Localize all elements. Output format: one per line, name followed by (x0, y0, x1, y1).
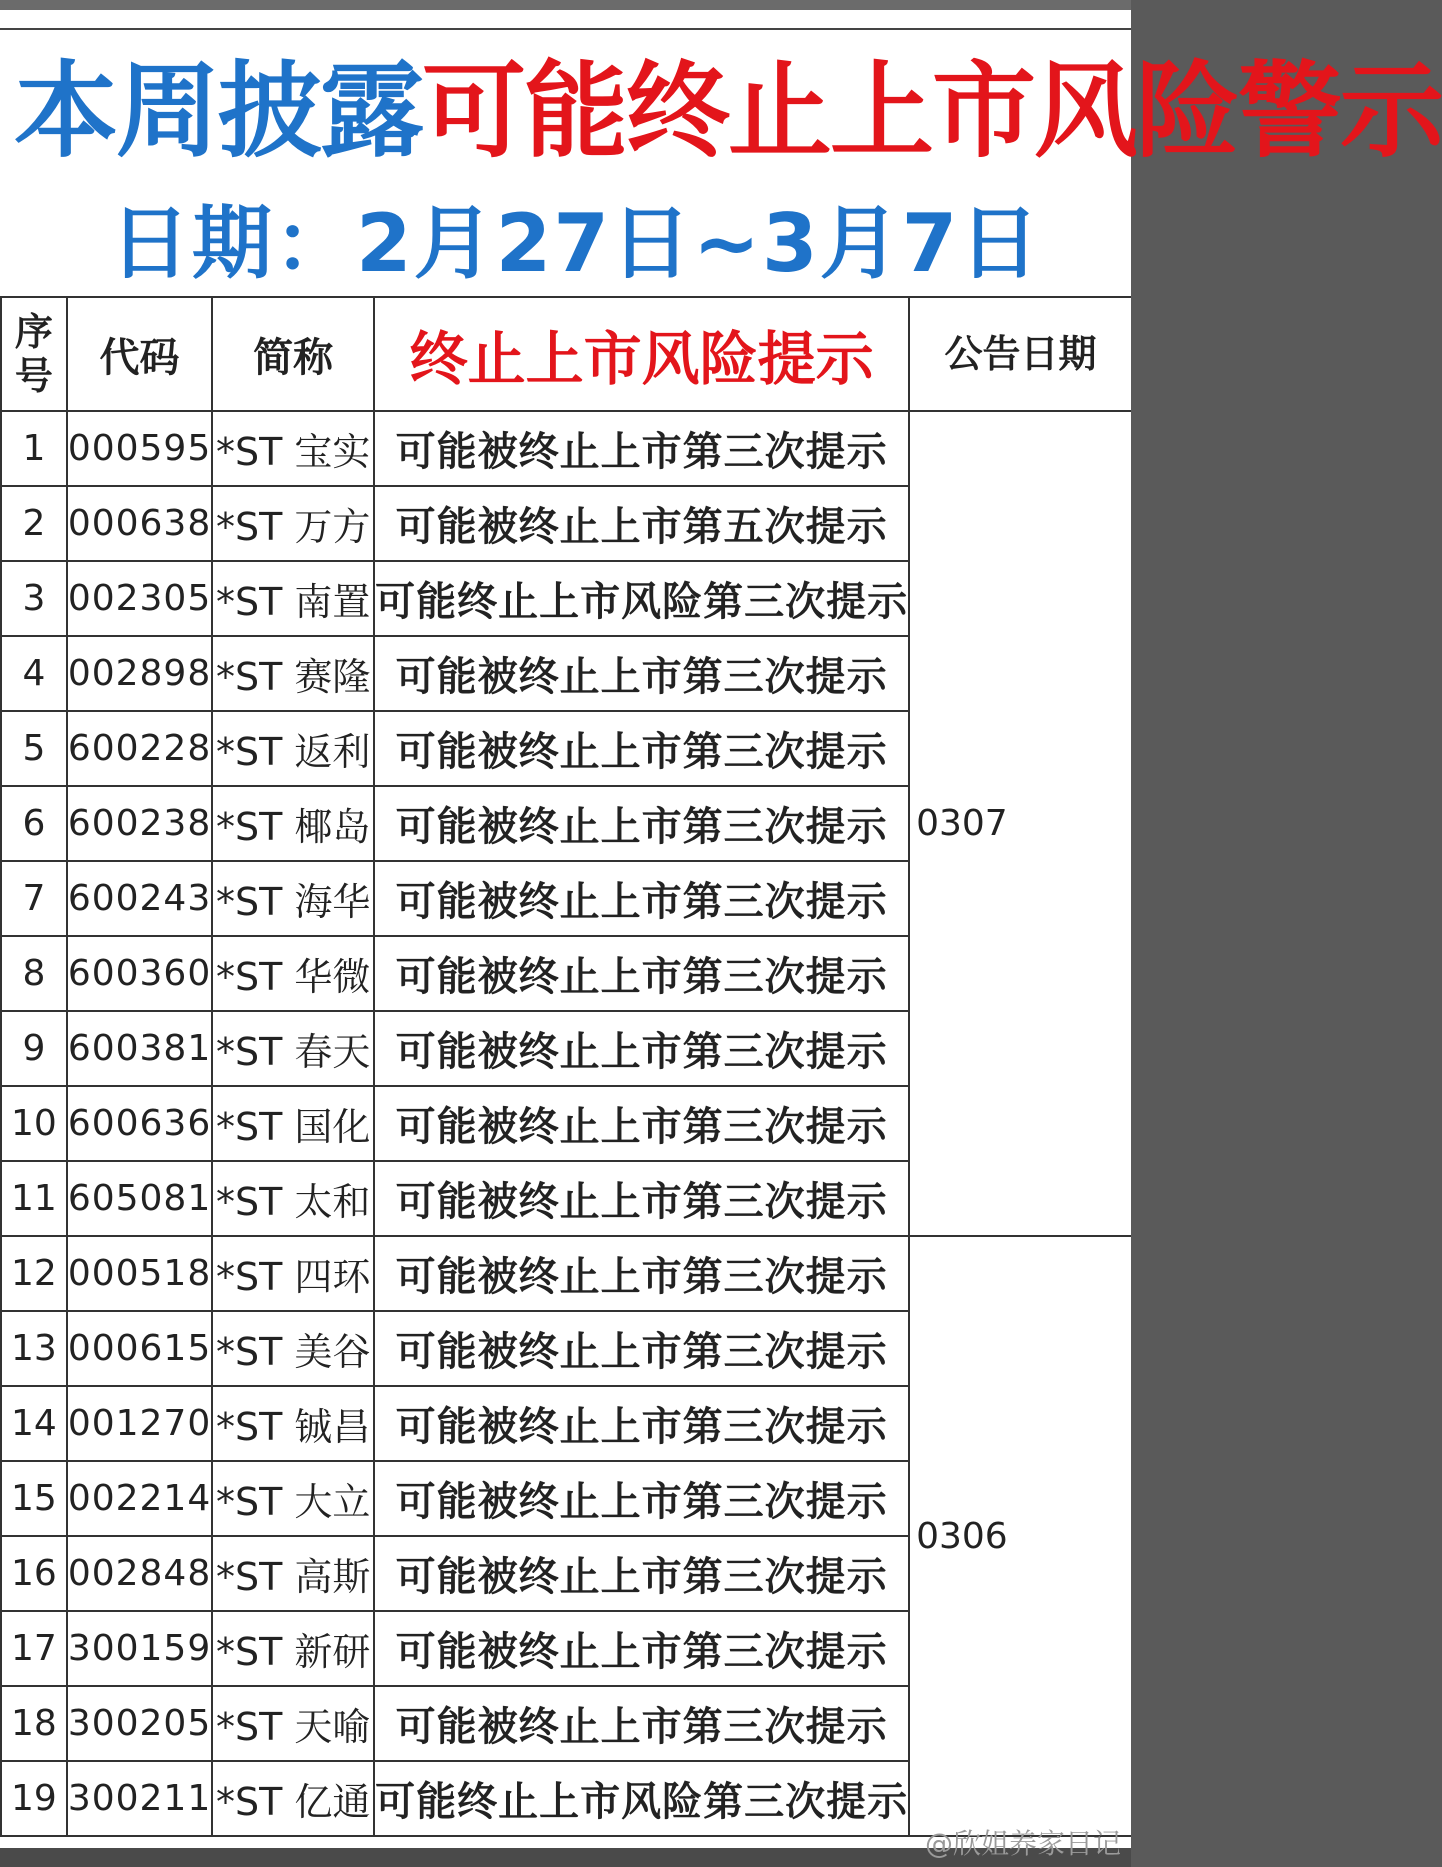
stock-name: *ST 太和 (212, 1161, 374, 1236)
row-index: 18 (1, 1686, 67, 1761)
col-header-name: 简称 (212, 297, 374, 411)
stock-code: 600228 (67, 711, 212, 786)
stock-code: 000638 (67, 486, 212, 561)
row-index: 9 (1, 1011, 67, 1086)
top-border (0, 0, 1131, 10)
stock-name: *ST 国化 (212, 1086, 374, 1161)
stock-name: *ST 万方 (212, 486, 374, 561)
risk-notice: 可能被终止上市第三次提示 (374, 1011, 909, 1086)
stock-name: *ST 高斯 (212, 1536, 374, 1611)
table-row (1, 1236, 1131, 1311)
row-index: 4 (1, 636, 67, 711)
announcement-date: 0306 (909, 1236, 1131, 1836)
stock-code: 002898 (67, 636, 212, 711)
risk-notice: 可能被终止上市第三次提示 (374, 1086, 909, 1161)
risk-notice: 可能终止上市风险第三次提示 (374, 1761, 909, 1836)
stock-name: *ST 四环 (212, 1236, 374, 1311)
stock-code: 600360 (67, 936, 212, 1011)
stock-code: 000518 (67, 1236, 212, 1311)
risk-notice: 可能终止上市风险第三次提示 (374, 561, 909, 636)
col-header-index: 序号 (1, 297, 67, 411)
title-blue: 本周披露 (14, 50, 423, 172)
stock-name: *ST 美谷 (212, 1311, 374, 1386)
stock-code: 600243 (67, 861, 212, 936)
col-header-date: 公告日期 (909, 297, 1131, 411)
stock-code: 600381 (67, 1011, 212, 1086)
row-index: 1 (1, 411, 67, 486)
stock-name: *ST 海华 (212, 861, 374, 936)
stock-code: 600238 (67, 786, 212, 861)
risk-notice: 可能被终止上市第三次提示 (374, 936, 909, 1011)
watermark: @欣姐养家日记 (924, 1827, 1121, 1860)
stock-code: 001270 (67, 1386, 212, 1461)
stock-name: *ST 铖昌 (212, 1386, 374, 1461)
row-index: 13 (1, 1311, 67, 1386)
stock-code: 300205 (67, 1686, 212, 1761)
page-title (14, 36, 1442, 186)
stock-name: *ST 华微 (212, 936, 374, 1011)
risk-notice: 可能被终止上市第三次提示 (374, 636, 909, 711)
stock-name: *ST 春天 (212, 1011, 374, 1086)
row-index: 12 (1, 1236, 67, 1311)
row-index: 10 (1, 1086, 67, 1161)
row-index: 14 (1, 1386, 67, 1461)
row-index: 11 (1, 1161, 67, 1236)
table-row (1, 411, 1131, 486)
risk-notice: 可能被终止上市第三次提示 (374, 861, 909, 936)
stock-name: *ST 赛隆 (212, 636, 374, 711)
stock-name: *ST 天喻 (212, 1686, 374, 1761)
table-header-row (1, 297, 1131, 411)
stock-code: 600636 (67, 1086, 212, 1161)
stock-code: 000595 (67, 411, 212, 486)
stock-code: 002848 (67, 1536, 212, 1611)
risk-notice: 可能被终止上市第三次提示 (374, 1536, 909, 1611)
stock-code: 002305 (67, 561, 212, 636)
stock-name: *ST 返利 (212, 711, 374, 786)
risk-notice: 可能被终止上市第三次提示 (374, 1386, 909, 1461)
col-header-risk: 终止上市风险提示 (374, 297, 909, 411)
title-red: 可能终止上市风险警示 (422, 50, 1442, 172)
row-index: 2 (1, 486, 67, 561)
risk-notice: 可能被终止上市第三次提示 (374, 1311, 909, 1386)
stock-name: *ST 新研 (212, 1611, 374, 1686)
row-index: 7 (1, 861, 67, 936)
stock-name: *ST 宝实 (212, 411, 374, 486)
risk-notice: 可能被终止上市第三次提示 (374, 786, 909, 861)
date-range: 日期：2月27日~3月7日 (110, 197, 1042, 290)
risk-notice: 可能被终止上市第三次提示 (374, 711, 909, 786)
row-index: 15 (1, 1461, 67, 1536)
stock-name: *ST 南置 (212, 561, 374, 636)
delisting-table (0, 296, 1131, 1837)
col-header-code: 代码 (67, 297, 212, 411)
stock-name: *ST 亿通 (212, 1761, 374, 1836)
risk-notice: 可能被终止上市第三次提示 (374, 1611, 909, 1686)
stock-code: 300159 (67, 1611, 212, 1686)
stock-code: 605081 (67, 1161, 212, 1236)
announcement-date: 0307 (909, 411, 1131, 1236)
risk-notice: 可能被终止上市第三次提示 (374, 1161, 909, 1236)
row-index: 6 (1, 786, 67, 861)
risk-notice: 可能被终止上市第三次提示 (374, 1686, 909, 1761)
row-index: 17 (1, 1611, 67, 1686)
row-index: 19 (1, 1761, 67, 1836)
stock-code: 000615 (67, 1311, 212, 1386)
risk-notice: 可能被终止上市第三次提示 (374, 411, 909, 486)
risk-notice: 可能被终止上市第三次提示 (374, 1461, 909, 1536)
stock-name: *ST 椰岛 (212, 786, 374, 861)
risk-notice: 可能被终止上市第三次提示 (374, 1236, 909, 1311)
row-index: 3 (1, 561, 67, 636)
stock-code: 002214 (67, 1461, 212, 1536)
stock-name: *ST 大立 (212, 1461, 374, 1536)
row-index: 8 (1, 936, 67, 1011)
risk-notice: 可能被终止上市第五次提示 (374, 486, 909, 561)
row-index: 5 (1, 711, 67, 786)
stock-code: 300211 (67, 1761, 212, 1836)
row-index: 16 (1, 1536, 67, 1611)
